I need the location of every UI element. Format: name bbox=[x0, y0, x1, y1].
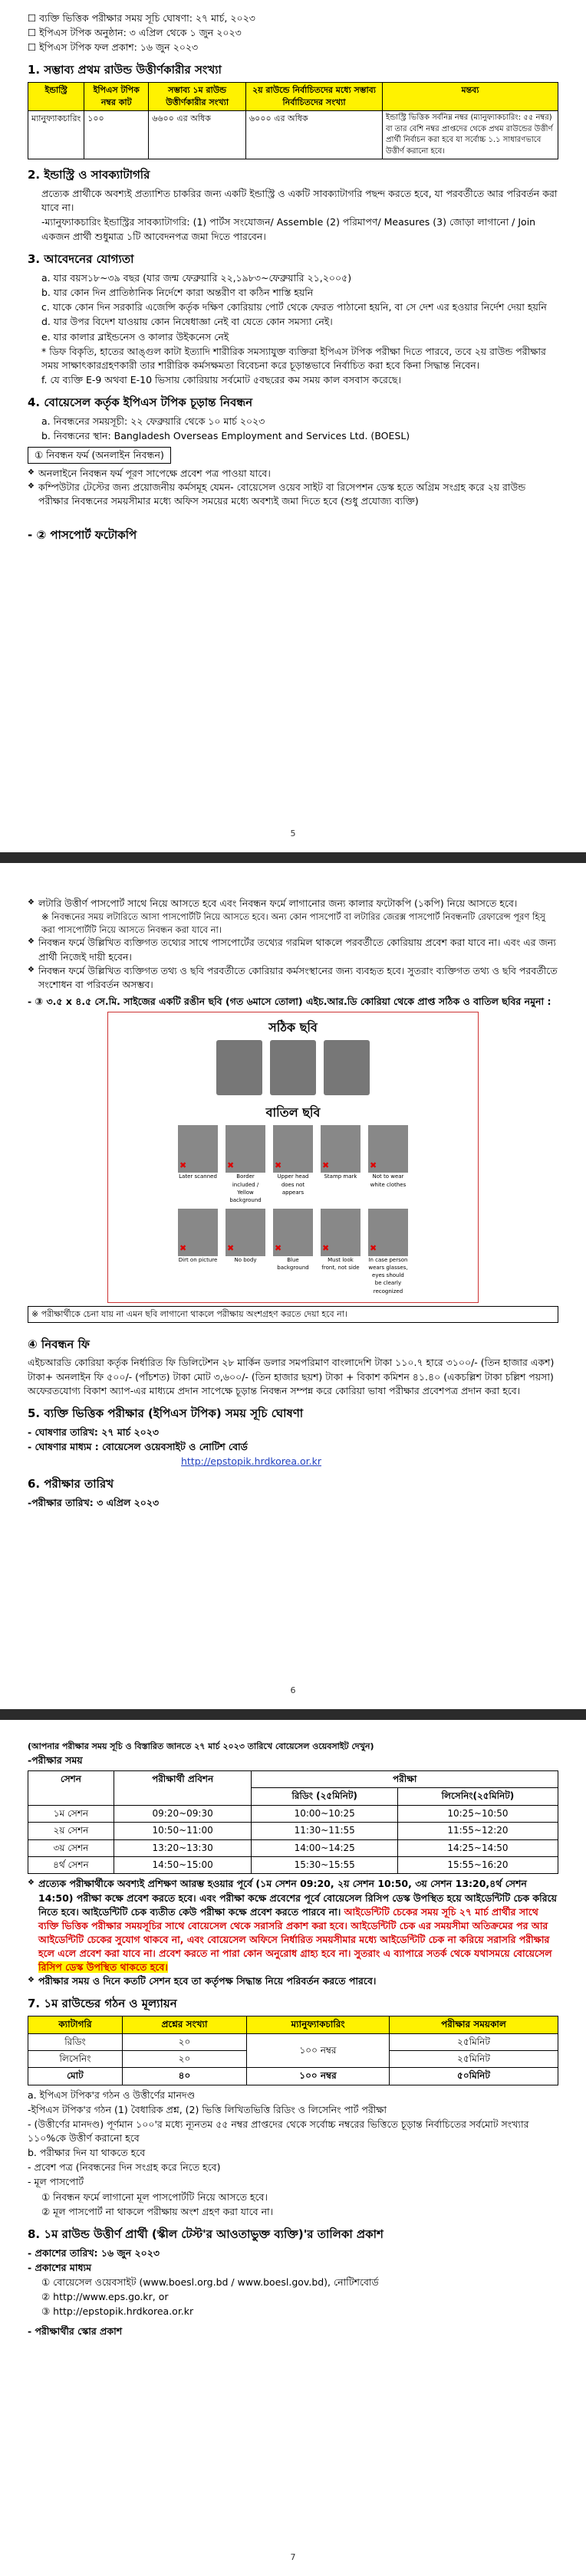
section-title: 6. পরীক্ষার তারিখ bbox=[28, 1476, 114, 1491]
table-cell: 15:55~16:20 bbox=[397, 1857, 558, 1874]
page-7 bbox=[0, 1720, 586, 2576]
paragraph: প্রত্যেক প্রার্থীকে অবশ্যই প্রত্যাশিত চাকরির জন্য একটি ইন্ডাস্ট্রি ও একটি সাবক্যাটাগরি পছন্দ করতে হবে, যা পরবর্তীতে আর পরিবর্তন করা যাবে না। bbox=[41, 187, 558, 213]
table-cell: 10:50~11:00 bbox=[114, 1823, 252, 1839]
paragraph: ※ নিবন্ধনের সময় লটারিতে আসা পাসপোর্টটি নিয়ে আসতে হবে। অন্য কোন পাসপোর্ট বা লটারির জেরক্স পাসপোর্ট নিবন্ধনটি রেফারেন্স পূরণ হিসু করা পাসপোর্টটি নিয়ে আসতে নিবন্ধন করা যাবে না। bbox=[41, 911, 546, 935]
page-5 bbox=[0, 0, 586, 852]
table-cell: ম্যানুফ্যাকচারিং bbox=[28, 111, 84, 159]
paragraph: -পরীক্ষার তারিখ: ৩ এপ্রিল ২০২৩ bbox=[28, 1496, 160, 1508]
paragraph: - প্রকাশের মাধ্যম bbox=[28, 2261, 92, 2273]
section-title: 4. বোয়েসেল কর্তৃক ইপিএস টপিক চূড়ান্ত নিবন্ধন bbox=[28, 395, 253, 409]
paragraph: a. নিবন্ধনের সময়সূচী: ২২ ফেব্রুয়ারি থেকে ১০ মার্চ ২০২৩ bbox=[41, 415, 265, 427]
section-title: 3. আবেদনের যোগ্যতা bbox=[28, 252, 134, 267]
table-header: মন্তব্য bbox=[383, 83, 558, 111]
table-header: সম্ভাব্য ১ম রাউন্ড উত্তীর্ণকারীর সংখ্যা bbox=[149, 83, 246, 111]
photo-caption: Blue background bbox=[277, 1257, 309, 1272]
subsection-title: - ② পাসপোর্ট ফটোকপি bbox=[28, 527, 137, 542]
table-header: ২য় রাউন্ডে নির্বাচিতদের মধ্যে সম্ভাব্য নির্বাচিতদের সংখ্যা bbox=[246, 83, 383, 111]
rejected-photo bbox=[226, 1209, 265, 1264]
table-cell: 10:25~10:50 bbox=[397, 1805, 558, 1822]
section-title: 2. ইন্ডাস্ট্রি ও সাবক্যাটাগরি bbox=[28, 168, 150, 182]
table-header: ম্যানুফ্যাকচারিং bbox=[247, 2016, 390, 2033]
section-title: 5. ব্যক্তি ভিত্তিক পরীক্ষার (ইপিএস টপিক) সময় সূচি ঘোষণা bbox=[28, 1406, 304, 1420]
bullet-item: ❖ নিবন্ধন ফর্মে উল্লিখিত ব্যক্তিগত তথ্যের সাথে পাসপোর্টের তথ্যের গরমিল থাকলে পরবর্তীতে কোরিয়ায় প্রবেশ করা যাবে না। এবং এর জন্য প্রার্থী নিজেই দায়ী হবেন। bbox=[28, 936, 558, 963]
subsection-box: ① নিবন্ধন ফর্ম (অনলাইন নিবন্ধন) bbox=[28, 447, 171, 464]
rejected-photo bbox=[368, 1209, 408, 1295]
pass-count-table bbox=[28, 82, 558, 159]
table-header: পরীক্ষার সময়কাল bbox=[389, 2016, 558, 2033]
epstopik-link[interactable]: http://epstopik.hrdkorea.or.kr bbox=[181, 1455, 321, 1467]
table-cell: 09:20~09:30 bbox=[114, 1805, 252, 1822]
paragraph: একজন প্রার্থী শুধুমাত্র ১টি আবেদনপত্র জমা দিতে পারবেন। bbox=[41, 231, 266, 243]
paragraph: -ম্যানুফ্যাকচারিং ইন্ডাস্ট্রির সাবক্যাটাগরি: (1) পার্টস সংযোজন/ Assemble (2) পরিমাপণ/ Measures (3) জোড়া লাগানো / Join bbox=[41, 216, 536, 228]
paragraph: d. যার উপর বিদেশ যাওয়ায় কোন নিষেধাজ্ঞা নেই বা যেতে কোন সমস্যা নেই। bbox=[41, 316, 333, 328]
bullet-item: ❖ নিবন্ধন ফর্মে উল্লিখিত ব্যক্তিগত তথ্য ও ছবি পরবর্তীতে কোরিয়ার কর্মসংস্থানের জন্য ব্যবহৃত হবে। সুতরাং ব্যক্তিগত তথ্য ও ছবি পরবর্তীতে সংশোধন বা পরিবর্তন অসম্ভব। bbox=[28, 964, 558, 992]
table-header: প্রশ্নের সংখ্যা bbox=[122, 2016, 246, 2033]
sample-photo bbox=[216, 1040, 262, 1095]
note: (আপনার পরীক্ষার সময় সূচি ও বিস্তারিত জানতে ২৭ মার্চ ২০২৩ তারিখে বোয়েসেল ওয়েবসাইট দেখুন) bbox=[28, 1741, 374, 1751]
paragraph: - প্রকাশের তারিখ: ১৬ জুন ২০২৩ bbox=[28, 2246, 160, 2259]
link-item[interactable]: ② http://www.eps.go.kr, or bbox=[41, 2290, 169, 2302]
table-row bbox=[28, 1839, 558, 1856]
table-cell: ইন্ডাস্ট্রি ভিত্তিক সর্বনিম্ন নম্বর (ম্যানুফ্যাকচারিং: ৫৫ নম্বর) বা তার বেশি নম্বর প্রাপ্তদের থেকে প্রথম রাউন্ডের উত্তীর্ণ প্রার্থী নির্বাচন করা হবে যা সর্বোচ্চ ১.১ সাধারণভাবে উত্তীর্ণ করানো হবে। bbox=[383, 111, 558, 159]
table-header: রিডিং (২৫মিনিট) bbox=[252, 1788, 397, 1805]
paragraph: b. যার কোন দিন প্রাতিষ্ঠানিক নির্দেশে কারা অন্তরীণ বা কঠিন শাস্তি হয়নি bbox=[41, 287, 314, 299]
schedule-line: ☐ ইপিএস টপিক ফল প্রকাশ: ১৬ জুন ২০২৩ bbox=[28, 41, 199, 54]
table-header: ইপিএস টপিক নম্বর কাট bbox=[84, 83, 149, 111]
rejected-photo bbox=[368, 1125, 408, 1188]
paragraph: e. যার কালার ব্লাইন্ডনেস ও কালার উইকনেস নেই bbox=[41, 330, 229, 343]
paragraph: এইচআরডি কোরিয়া কর্তৃক নির্ধারিত ফি ডিলিটেশন ২৮ মার্কিন ডলার সমপরিমাণ বাংলাদেশি টাকা ১১০.৭ হারে ৩১০০/- (তিন হাজার একশ) টাকা+ অনলাইন ফি ৫০০/- (পাঁচশত) টাকা মোট ৩,৬০০/- (তিন হাজার ছয়শ) টাকা + বিকাশ কমিশন ৪১.৪০ (একচল্লিশ টাকা চল্লিশ পয়সা) অফেরতযোগ্য বিকাশ অ্যাপ-এর মাধ্যমে প্রদান সাপেক্ষে চূড়ান্ত নিবন্ধন সম্পন্ন করে কোরিয়া ভাষা পরীক্ষার প্রবেশপত্র প্রদান করা হবে। bbox=[28, 1357, 555, 1396]
paragraph: * ডিফ বিকৃতি, হাতের আঙ্গুল কাটা ইত্যাদি শারীরিক সমস্যাযুক্ত ব্যক্তিরা ইপিএস টপিক পরীক্ষা দিতে পারবে, তবে ২য় রাউন্ড পরীক্ষার সময় সাক্ষাৎকারগ্রহণকারী তার শারীরিক কর্মসক্ষমতা বিবেচনা করে চূড়ান্তভাবে নির্বাচিত করা হবে কিনা সিদ্ধান্ত নিবেন। bbox=[41, 345, 546, 371]
rejected-photo bbox=[321, 1125, 360, 1180]
paragraph: ② মূল পাসপোর্ট না থাকলে পরীক্ষায় অংশ গ্রহণ করা যাবে না। bbox=[41, 2205, 274, 2217]
schedule-line: ☐ ব্যক্তি ভিত্তিক পরীক্ষার সময় সূচি ঘোষণা: ২৭ মার্চ, ২০২৩ bbox=[28, 12, 255, 24]
page-number: 6 bbox=[290, 1685, 296, 1696]
section-title: 7. ১ম রাউন্ডের গঠন ও মূল্যায়ন bbox=[28, 1997, 177, 2011]
rejected-photo bbox=[273, 1125, 313, 1196]
page-number: 5 bbox=[290, 829, 296, 839]
table-cell: ৬০০০ এর অধিক bbox=[246, 111, 383, 159]
exam-time-table bbox=[28, 1770, 558, 1874]
exam-note-highlight: রিসিপ ডেস্ক উপস্থিত থাকতে হবে। bbox=[38, 1961, 168, 1974]
table-cell: ১০০ নম্বর bbox=[247, 2068, 390, 2085]
page-6 bbox=[0, 863, 586, 1709]
table-row bbox=[28, 1823, 558, 1839]
photo-caption: In case person wears glasses, eyes should be clearly recognized bbox=[368, 1257, 408, 1295]
table-cell: 15:30~15:55 bbox=[252, 1857, 397, 1874]
photo-caption: Later scanned bbox=[179, 1173, 217, 1180]
subsection-title: ④ নিবন্ধন ফি bbox=[28, 1337, 90, 1351]
table-cell: ২০ bbox=[122, 2050, 246, 2067]
structure-table bbox=[28, 2016, 558, 2085]
link-item[interactable]: ① বোয়েসেল ওয়েবসাইট (www.boesl.org.bd / www.boesl.gov.bd), নোটিশবোর্ড bbox=[41, 2276, 379, 2288]
photo-caption: Must look front, not side bbox=[321, 1257, 360, 1272]
photo-samples bbox=[107, 1012, 479, 1303]
table-row bbox=[28, 2068, 558, 2085]
wrong-photo-title: বাতিল ছবি bbox=[265, 1105, 321, 1121]
paragraph: - প্রবেশ পত্র (নিবন্ধনের দিন সংগ্রহ করে নিতে হবে) bbox=[28, 2161, 221, 2174]
bullet-item: ❖ অনলাইনে নিবন্ধন ফর্ম পূরণ সাপেক্ষে প্রবেশ পত্র পাওয়া যাবে। bbox=[28, 467, 558, 481]
photo-caption: Dirt on picture bbox=[178, 1257, 218, 1264]
table-cell: ৪০ bbox=[122, 2068, 246, 2085]
subsection-title: -পরীক্ষার সময় bbox=[28, 1754, 83, 1766]
table-cell: ৫০মিনিট bbox=[389, 2068, 558, 2085]
bullet-item bbox=[28, 1877, 558, 1974]
table-row bbox=[28, 1857, 558, 1874]
paragraph: a. ইপিএস টপিক'র গঠন ও উত্তীর্ণের মানদণ্ড bbox=[28, 2089, 196, 2101]
table-cell: 14:50~15:00 bbox=[114, 1857, 252, 1874]
table-cell: 14:00~14:25 bbox=[252, 1839, 397, 1856]
section-title: 8. ১ম রাউন্ড উত্তীর্ণ প্রার্থী (স্কীল টেস্ট'র আওতাভুক্ত ব্যক্তি)'র তালিকা প্রকাশ bbox=[28, 2227, 384, 2241]
photo-caption: Not to wear white clothes bbox=[370, 1173, 407, 1188]
table-cell: 11:30~11:55 bbox=[252, 1823, 397, 1839]
table-cell: ৬৬০০ এর অধিক bbox=[149, 111, 246, 159]
table-cell: ৩য় সেশন bbox=[28, 1839, 114, 1856]
bullet-item: ❖ পরীক্ষার সময় ও দিনে কতটি সেশন হবে তা কর্তৃপক্ষ সিদ্ধান্ত নিয়ে পরিবর্তন করতে পারবে। bbox=[28, 1974, 558, 1988]
table-cell: মোট bbox=[28, 2068, 123, 2085]
schedule-line: ☐ ইপিএস টপিক অনুষ্ঠান: ৩ এপ্রিল থেকে ১ জুন ২০২৩ bbox=[28, 27, 242, 39]
section-title: 1. সম্ভাব্য প্রথম রাউন্ড উত্তীর্ণকারীর সংখ্যা bbox=[28, 63, 222, 77]
page-number: 7 bbox=[290, 2552, 296, 2563]
paragraph: ① নিবন্ধন ফর্মে লাগানো মূল পাসপোর্টটি নিয়ে আসতে হবে। bbox=[41, 2190, 268, 2203]
table-cell: 14:25~14:50 bbox=[397, 1839, 558, 1856]
paragraph: c. যাকে কোন দিন সরকারি এজেন্সি কর্তৃক দক্ষিণ কোরিয়ায় পোর্ট থেকে ফেরত পাঠানো হয়নি, বা সে দেশ এর হওয়ার নির্দেশ দেয়া হয়নি bbox=[41, 301, 547, 313]
paragraph: - ঘোষণার মাধ্যম : বোয়েসেল ওয়েবসাইট ও নোটিশ বোর্ড bbox=[28, 1440, 248, 1452]
exam-note-warning: আইডেন্টিটি চেকের সময় সূচি ২৭ মার্চ প্রার্থীর সাথে ব্যক্তি ভিত্তিক পরীক্ষার সময়সূচির সাথে বোয়েসেল থেকে সরাসরি প্রকাশ করা হবে। আইডেন্টিটি চেক এর সময়সীমা অতিক্রমের পর আর আইডেন্টিটি চেকের সুযোগ থাকবে না, এবং বোয়েসেল অফিসে নির্ধারিত সময়সীমার মধ্যে আইডেন্টিটি চেক না করিয়ে সরাসরি পরীক্ষার হলে এলে প্রবেশ করা যাবে না। প্রবেশ করতে না পারা কোন অনুরোধ গ্রাহ্য হবে না। সুতরাং এ ব্যাপারে সতর্ক থেকে যথাসময়ে বোয়েসেল bbox=[38, 1905, 552, 1960]
table-header: ক্যাটাগরি bbox=[28, 2016, 123, 2033]
exam-note: প্রত্যেক পরীক্ষার্থীকে অবশ্যই প্রশিক্ষণ আরম্ভ হওয়ার পূর্বে (১ম সেশন 09:20, ২য় সেশন 10:50, ৩য় সেশন 13:20,৪র্থ সেশন 14:50) পরীক্ষা কক্ষে প্রবেশ করতে হবে। এবং পরীক্ষা কক্ষে প্রবেশের পূর্বে বোয়েসেল রিসিপ ডেস্ক উপস্থিত হয়ে আইডেন্টিটি চেক করিয়ে নিতে হবে। আইডেন্টিটি চেক ব্যতীত কেউ পরীক্ষা কক্ষে প্রবেশ করতে পারবে না। bbox=[38, 1878, 557, 1918]
bullet-item: ❖ লটারি উত্তীর্ণ পাসপোর্ট সাথে নিয়ে আসতে হবে এবং নিবন্ধন ফর্মে লাগানোর জন্য কালার ফটোকপি (১কপি) নিয়ে আসতে হবে। bbox=[28, 897, 558, 911]
paragraph: b. নিবন্ধনের স্থান: Bangladesh Overseas Employment and Services Ltd. (BOESL) bbox=[41, 429, 410, 441]
table-cell: রিডিং bbox=[28, 2033, 123, 2050]
photo-caption: Stamp mark bbox=[324, 1173, 357, 1180]
sample-photo bbox=[324, 1040, 370, 1095]
paragraph: a. যার বয়স১৮~৩৯ বছর (যার জন্ম ফেব্রুয়ারি ২২,১৯৮৩~ফেব্রুয়ারি ২১,২০০৫) bbox=[41, 272, 352, 284]
table-cell: ১০০ bbox=[84, 111, 149, 159]
table-row bbox=[28, 2033, 558, 2050]
correct-photo-title: সঠিক ছবি bbox=[268, 1020, 318, 1035]
link-item[interactable]: ③ http://epstopik.hrdkorea.or.kr bbox=[41, 2305, 194, 2318]
table-cell: ১ম সেশন bbox=[28, 1805, 114, 1822]
table-cell: ২য় সেশন bbox=[28, 1823, 114, 1839]
table-header: পরীক্ষা bbox=[252, 1771, 558, 1788]
table-cell: ৪র্থ সেশন bbox=[28, 1857, 114, 1874]
table-cell: 10:00~10:25 bbox=[252, 1805, 397, 1822]
photo-caption: No body bbox=[234, 1257, 257, 1264]
paragraph: - ঘোষণার তারিখ: ২৭ মার্চ ২০২৩ bbox=[28, 1426, 160, 1438]
table-cell: লিসেনিং bbox=[28, 2050, 123, 2067]
bullet-item: ❖ কম্পিউটার টেস্টের জন্য প্রয়োজনীয় কর্মসমূহ যেমন- বোয়েসেল ওয়েব সাইট বা রিসেপশন ডেস্ক হতে অগ্রিম সংগ্রহ করে ২য় রাউন্ড পরীক্ষার নিবন্ধনের সময়সীমার মধ্যে অফিস সময়ের মধ্যে অবশ্যই জমা দিতে হবে (শুধু প্রযোজ্য ব্যক্তি) bbox=[28, 481, 558, 508]
table-header: পরীক্ষার্থী প্রবিশন bbox=[114, 1771, 252, 1806]
rejected-photo bbox=[178, 1125, 218, 1180]
table-cell: 13:20~13:30 bbox=[114, 1839, 252, 1856]
paragraph: - মূল পাসপোর্ট bbox=[28, 2176, 84, 2188]
rejected-photo bbox=[321, 1209, 360, 1272]
rejected-photo bbox=[273, 1209, 313, 1272]
table-cell: ২৫মিনিট bbox=[389, 2050, 558, 2067]
sample-photo bbox=[270, 1040, 316, 1095]
table-cell: ২০ bbox=[122, 2033, 246, 2050]
table-header: ইন্ডাস্ট্রি bbox=[28, 83, 84, 111]
rejected-photo bbox=[226, 1125, 265, 1204]
table-header: লিসেনিং(২৫মিনিট) bbox=[397, 1788, 558, 1805]
photo-caption: Upper head does not appears bbox=[277, 1173, 309, 1196]
table-cell: ২৫মিনিট bbox=[389, 2033, 558, 2050]
paragraph: f. যে ব্যক্তি E-9 অথবা E-10 ভিসায় কোরিয়ায় সর্বমোট ৫বছরের কম সময় কাল বসবাস করেছে। bbox=[41, 373, 401, 386]
table-row bbox=[28, 1805, 558, 1822]
paragraph: -ইপিএস টপিক'র গঠন (1) বৈধারিক প্রশ্ন, (2) ভিত্তি লিখিতভিত্তি রিডিং ও লিসেনিং পার্ট পরীক্ষা bbox=[28, 2103, 387, 2115]
table-cell: 11:55~12:20 bbox=[397, 1823, 558, 1839]
paragraph: - ③ ৩.৫ x ৪.৫ সে.মি. সাইজের একটি রঙীন ছবি (গত ৬মাসে তোলা) এইচ.আর.ডি কোরিয়া থেকে প্রাপ্ত সঠিক ও বাতিল ছবির নমুনা : bbox=[28, 995, 551, 1007]
paragraph: - পরীক্ষার্থীর স্কোর প্রকাশ bbox=[28, 2325, 123, 2338]
table-cell: ১০০ নম্বর bbox=[247, 2033, 390, 2068]
photo-note: ※ পরীক্ষার্থীকে চেনা যায় না এমন ছবি লাগানো থাকলে পরীক্ষায় অংশগ্রহণ করতে দেয়া হবে না। bbox=[28, 1306, 558, 1323]
rejected-photo bbox=[178, 1209, 218, 1264]
paragraph: b. পরীক্ষার দিন যা থাকতে হবে bbox=[28, 2147, 146, 2159]
paragraph: - (উত্তীর্ণের মানদণ্ড) পূর্ণমান ১০০'র মধ্যে ন্যূনতম ৫৫ নম্বর প্রাপ্তদের থেকে সর্বোচ্চ নম্বরের ভিত্তিতে চূড়ান্ত নির্বাচিতের সর্বমোট সংখ্যার ১১০%কে উত্তীর্ণ করানো হবে bbox=[28, 2118, 529, 2144]
table-header: সেশন bbox=[28, 1771, 114, 1806]
photo-caption: Border included / Yellow background bbox=[229, 1173, 262, 1203]
table-row bbox=[28, 111, 558, 159]
